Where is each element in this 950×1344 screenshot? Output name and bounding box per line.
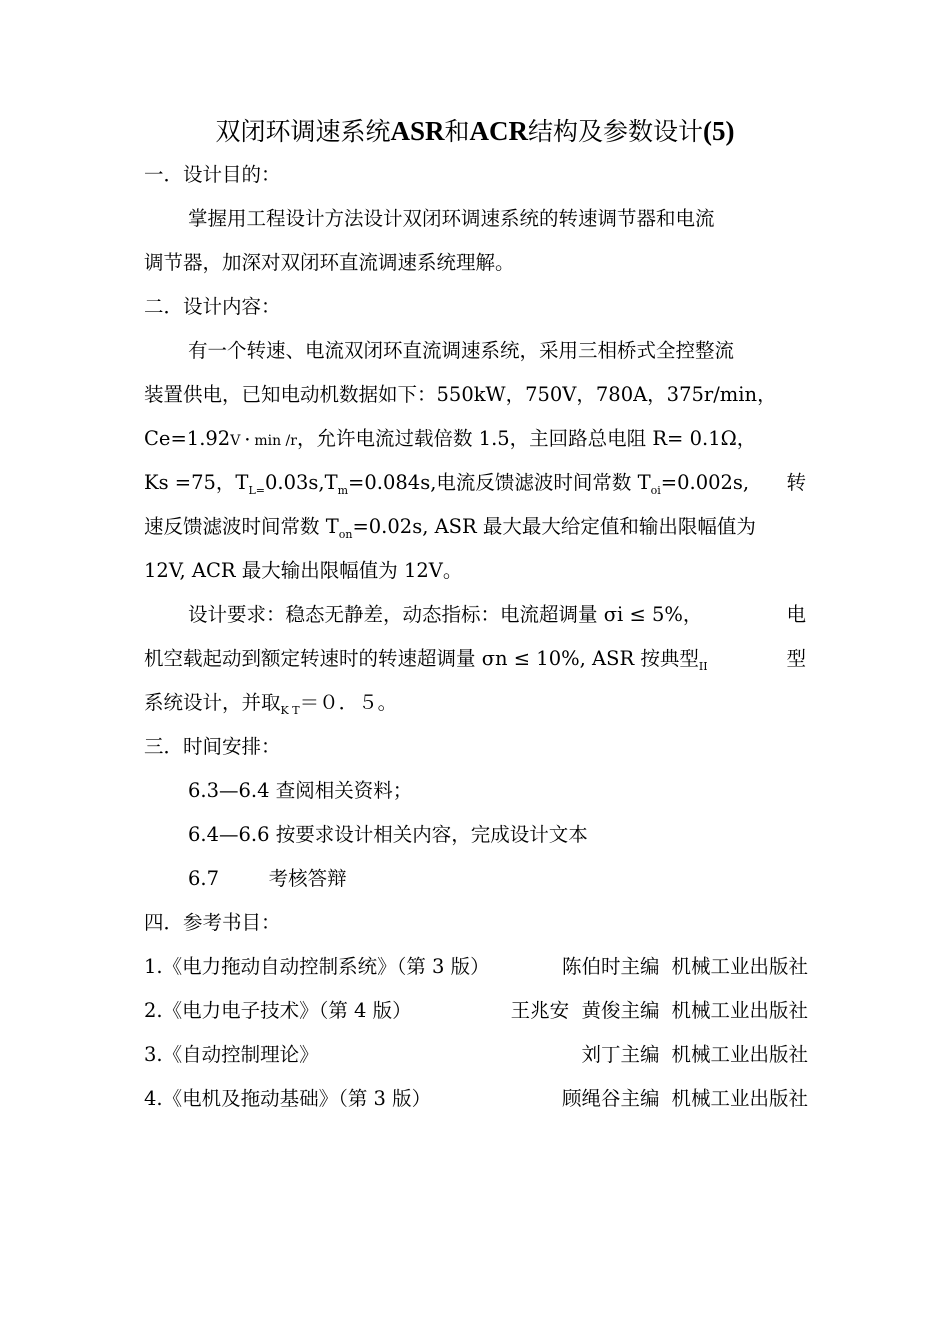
requirements-line-1: 设计要求：稳态无静差，动态指标：电流超调量 σi ≤ 5%， 电 bbox=[188, 603, 806, 626]
title-acr: ACR bbox=[469, 116, 529, 146]
title-and: 和 bbox=[444, 117, 470, 146]
title-text: 双闭环调速系统 bbox=[215, 117, 391, 146]
requirements-line-2: 机空载起动到额定转速时的转速超调量 σn ≤ 10%, ASR 按典型$_{II}$ 型 bbox=[144, 647, 806, 673]
section-3-heading: 三．时间安排： bbox=[144, 735, 281, 758]
section-4-heading: 四．参考书目： bbox=[144, 911, 281, 934]
reference-item: 4.《电机及拖动基础》（第 3 版） 顾绳谷主编 机械工业出版社 bbox=[144, 1087, 808, 1110]
section-2-line-1: 有一个转速、电流双闭环直流调速系统，采用三相桥式全控整流 bbox=[188, 339, 735, 362]
title-number: (5) bbox=[703, 116, 735, 146]
unit-text: V・min /r bbox=[230, 433, 297, 449]
schedule-item: 6.3—6.4 查阅相关资料； bbox=[188, 779, 413, 802]
section-1-heading: 一．设计目的： bbox=[144, 163, 281, 186]
requirements-line-3: 系统设计，并取$_{K T}$＝０．５。 bbox=[144, 691, 398, 717]
schedule-item: 6.4—6.6 按要求设计相关内容，完成设计文本 bbox=[188, 823, 588, 846]
section-2-line-2: 装置供电，已知电动机数据如下：550kW，750V，780A，375r/min， bbox=[144, 383, 777, 406]
section-2-line-3: Ce=1.92V・min /r，允许电流过载倍数 1.5，主回路总电阻 R= 0.1Ω， bbox=[144, 427, 757, 450]
title-suffix: 结构及参数设计 bbox=[528, 117, 704, 146]
section-1-para-line-1: 掌握用工程设计方法设计双闭环调速系统的转速调节器和电流 bbox=[188, 207, 715, 230]
section-2-heading: 二．设计内容： bbox=[144, 295, 281, 318]
section-2-line-4: Ks =75，$T_{L=}0.03s,T_m=0.084s$,电流反馈滤波时间常数 $T_{oi}=0.002s$, 转 bbox=[144, 471, 806, 497]
reference-item: 1.《电力拖动自动控制系统》（第 3 版） 陈伯时主编 机械工业出版社 bbox=[144, 955, 808, 978]
title-asr: ASR bbox=[390, 116, 445, 146]
section-1-para-line-2: 调节器，加深对双闭环直流调速系统理解。 bbox=[144, 251, 515, 274]
section-2-line-5: 速反馈滤波时间常数 $T_{on}=0.02s$, ASR 最大最大给定值和输出限幅值为 bbox=[144, 515, 756, 541]
schedule-item: 6.7 考核答辩 bbox=[188, 867, 347, 890]
reference-item: 2.《电力电子技术》（第 4 版） 王兆安 黄俊主编 机械工业出版社 bbox=[144, 999, 808, 1022]
document-title bbox=[0, 112, 950, 148]
section-2-line-6: 12V, ACR 最大输出限幅值为 12V。 bbox=[144, 559, 463, 582]
reference-item: 3.《自动控制理论》 刘丁主编 机械工业出版社 bbox=[144, 1043, 808, 1066]
